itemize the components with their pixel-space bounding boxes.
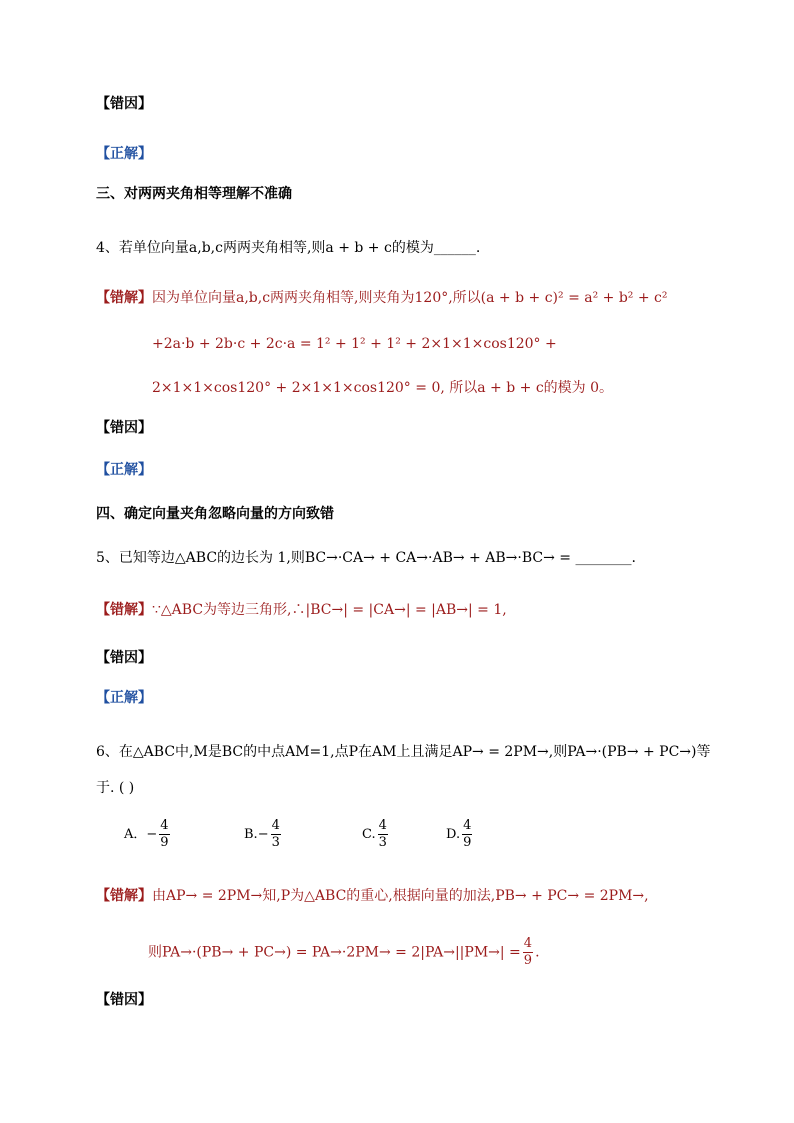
q6-option-b: B.− $\frac{4}{3}$	[244, 818, 280, 850]
q5-stem: 5、已知等边△ABC的边长为 1,则BC→·CA→ + CA→·AB→ + AB→·BC→ = ________.	[96, 550, 636, 566]
q6-option-d-fraction: $\frac{4}{9}$	[463, 818, 472, 850]
cuoyin-label-2: 【错因】	[96, 420, 152, 436]
q6-option-b-fraction: $\frac{4}{3}$	[271, 818, 280, 850]
zhengjie-label-1: 【正解】	[96, 146, 152, 162]
q6-option-d: D. $\frac{4}{9}$	[446, 818, 472, 850]
cuoyin-label-3: 【错因】	[96, 650, 152, 666]
section-3-title: 三、对两两夹角相等理解不准确	[96, 186, 292, 202]
q6-option-c: C. $\frac{4}{3}$	[362, 818, 387, 850]
q5-wrong-line	[96, 600, 507, 620]
section-4-title: 四、确定向量夹角忽略向量的方向致错	[96, 506, 334, 522]
cuojie-label-q4: 【错解】	[96, 290, 152, 306]
q6-wrong-text1: 由AP→ = 2PM→知,P为△ABC的重心,根据向量的加法,PB→ + PC→ = 2PM→,	[152, 888, 649, 904]
q5-wrong-text: ∵△ABC为等边三角形,∴|BC→| = |CA→| = |AB→| = 1,	[152, 602, 507, 618]
q4-wrong-line1	[96, 288, 668, 308]
cuoyin-label-1: 【错因】	[96, 96, 152, 112]
q4-wrong-line2: +2a·b + 2b·c + 2c·a = 1² + 1² + 1² + 2×1×1×cos120° +	[152, 336, 557, 352]
q6-wrong-line2: 则PA→·(PB→ + PC→) = PA→·2PM→ = 2|PA→||PM→| = $\frac{4}{9}$ .	[148, 936, 540, 968]
q4-wrong-line3: 2×1×1×cos120° + 2×1×1×cos120° = 0, 所以a + b + c的模为 0。	[152, 380, 614, 396]
q6-option-a-fraction: $\frac{4}{9}$	[160, 818, 169, 850]
q4-wrong-text1: 因为单位向量a,b,c两两夹角相等,则夹角为120°,所以(a + b + c)² = a² + b² + c²	[152, 290, 668, 306]
q6-option-a: A．− $\frac{4}{9}$	[124, 818, 169, 850]
q4-stem: 4、若单位向量a,b,c两两夹角相等,则a + b + c的模为______.	[96, 240, 481, 256]
zhengjie-label-2: 【正解】	[96, 462, 152, 478]
q6-stem-line1: 6、在△ABC中,M是BC的中点AM=1,点P在AM上且满足AP→ = 2PM→,则PA→·(PB→ + PC→)等	[96, 744, 711, 760]
q6-stem-line2: 于. ( )	[96, 780, 135, 796]
q6-wrong-line1	[96, 886, 649, 906]
cuojie-label-q5: 【错解】	[96, 602, 152, 618]
cuoyin-label-4: 【错因】	[96, 992, 152, 1008]
zhengjie-label-3: 【正解】	[96, 690, 152, 706]
q6-wrong-fraction: $\frac{4}{9}$	[523, 936, 533, 968]
cuojie-label-q6: 【错解】	[96, 888, 152, 904]
q6-option-c-fraction: $\frac{4}{3}$	[378, 818, 387, 850]
